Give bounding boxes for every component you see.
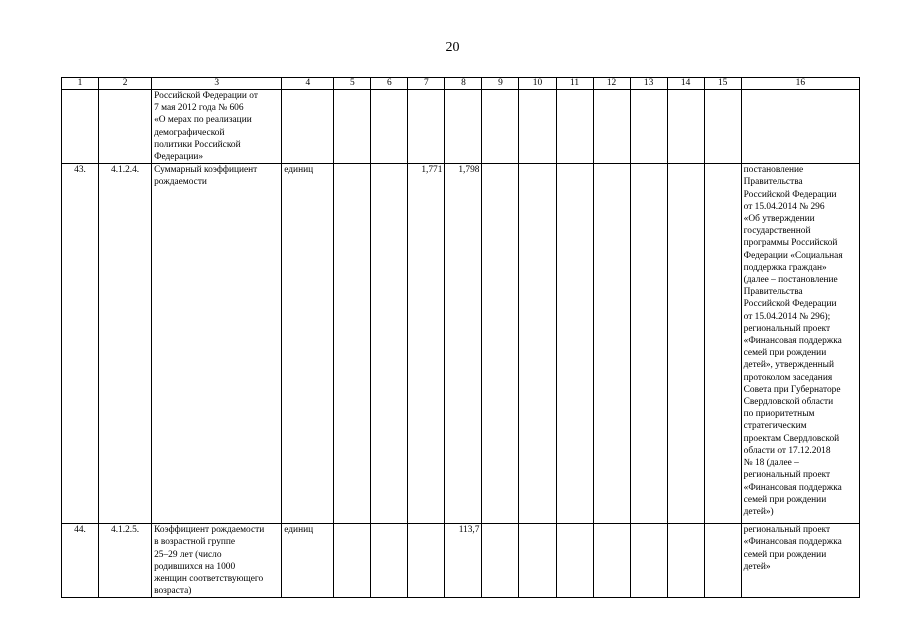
source-cell: постановление Правительства Российской Федерации от 15.04.2014 № 296 «Об утверждении государственной программы Российской Федерации «Социальная поддержка граждан» (далее – постановление Правительства Российской Федерации от 15.04.2014 № 296); региональный проект «Финансовая поддержка семей при рождении детей», утвержденный протоколом заседания Совета при Губернаторе Свердловской области по приоритетным стратегическим проектам Свердловской области от 17.12.2018 № 18 (далее – региональный проект «Финансовая поддержка семей при рождении детей») <box>741 164 859 524</box>
value-cell <box>482 90 519 164</box>
row-number-cell <box>62 90 99 164</box>
column-header: 15 <box>704 78 741 90</box>
value-cell <box>667 164 704 524</box>
table-row <box>62 90 860 164</box>
value-cell <box>556 164 593 524</box>
unit-cell: единиц <box>282 524 334 598</box>
value-cell <box>593 524 630 598</box>
source-cell: региональный проект «Финансовая поддержка семей при рождении детей» <box>741 524 859 598</box>
value-cell <box>482 164 519 524</box>
value-cell <box>334 524 371 598</box>
column-header: 13 <box>630 78 667 90</box>
indicator-name-cell: Суммарный коэффициент рождаемости <box>152 164 282 524</box>
value-cell <box>630 90 667 164</box>
value-cell: 1,771 <box>408 164 445 524</box>
indicators-table <box>61 77 860 598</box>
value-cell <box>704 524 741 598</box>
unit-cell: единиц <box>282 164 334 524</box>
value-cell <box>371 524 408 598</box>
column-header: 11 <box>556 78 593 90</box>
column-header: 4 <box>282 78 334 90</box>
value-cell <box>667 90 704 164</box>
indicator-name-cell: Коэффициент рождаемости в возрастной группе 25–29 лет (число родившихся на 1000 женщин соответствующего возраста) <box>152 524 282 598</box>
value-cell <box>630 164 667 524</box>
column-header: 5 <box>334 78 371 90</box>
column-header: 7 <box>408 78 445 90</box>
row-number-cell: 44. <box>62 524 99 598</box>
table-row <box>62 164 860 524</box>
column-header: 8 <box>445 78 482 90</box>
value-cell <box>482 524 519 598</box>
column-header: 12 <box>593 78 630 90</box>
indicator-code-cell <box>99 90 152 164</box>
value-cell <box>519 524 556 598</box>
value-cell <box>593 90 630 164</box>
row-number-cell: 43. <box>62 164 99 524</box>
value-cell <box>334 90 371 164</box>
value-cell <box>630 524 667 598</box>
source-cell <box>741 90 859 164</box>
column-number-header-row <box>62 78 860 90</box>
indicator-code-cell: 4.1.2.5. <box>99 524 152 598</box>
table-row <box>62 524 860 598</box>
value-cell <box>519 164 556 524</box>
page-number: 20 <box>445 40 460 55</box>
column-header: 9 <box>482 78 519 90</box>
column-header: 2 <box>99 78 152 90</box>
column-header: 6 <box>371 78 408 90</box>
value-cell <box>334 164 371 524</box>
column-header: 1 <box>62 78 99 90</box>
indicator-code-cell: 4.1.2.4. <box>99 164 152 524</box>
value-cell <box>667 524 704 598</box>
value-cell: 113,7 <box>445 524 482 598</box>
value-cell <box>704 164 741 524</box>
value-cell <box>556 524 593 598</box>
column-header: 16 <box>741 78 859 90</box>
column-header: 14 <box>667 78 704 90</box>
value-cell <box>371 164 408 524</box>
value-cell <box>408 524 445 598</box>
value-cell <box>704 90 741 164</box>
value-cell <box>371 90 408 164</box>
value-cell <box>556 90 593 164</box>
column-header: 10 <box>519 78 556 90</box>
value-cell <box>519 90 556 164</box>
value-cell: 1,798 <box>445 164 482 524</box>
value-cell <box>593 164 630 524</box>
indicator-name-cell: Российской Федерации от 7 мая 2012 года № 606 «О мерах по реализации демографической политики Российской Федерации» <box>152 90 282 164</box>
unit-cell <box>282 90 334 164</box>
value-cell <box>408 90 445 164</box>
value-cell <box>445 90 482 164</box>
column-header: 3 <box>152 78 282 90</box>
